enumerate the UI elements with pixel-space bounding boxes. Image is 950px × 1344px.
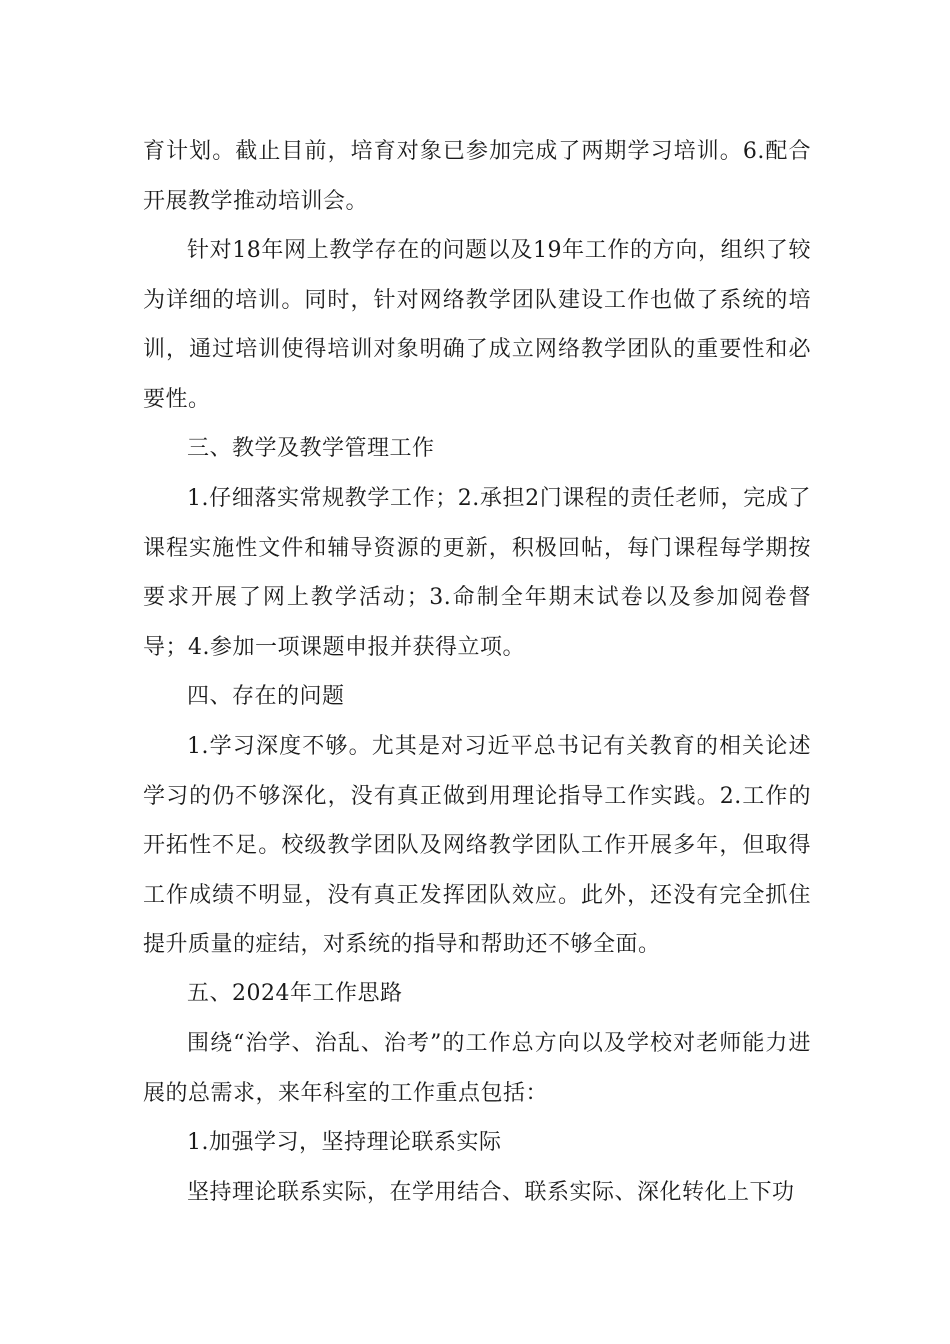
paragraph-continued-plan: 育计划。截止目前，培育对象已参加完成了两期学习培训。6.配合开展教学推动培训会。 bbox=[143, 139, 811, 214]
paragraph-training-summary: 针对18年网上教学存在的问题以及19年工作的方向，组织了较为详细的培训。同时，针对网络教学团队建设工作也做了系统的培训，通过培训使得培训对象明确了成立网络教学团队的重要性和必要性。 bbox=[143, 238, 811, 412]
section-heading-existing-problems: 四、存在的问题 bbox=[187, 684, 345, 709]
section-heading-teaching-management: 三、教学及教学管理工作 bbox=[187, 436, 435, 461]
paragraph-work-focus: 围绕“治学、治乱、治考”的工作总方向以及学校对老师能力进展的总需求，来年科室的工作重点包括： bbox=[143, 1031, 811, 1106]
paragraph-theory-practice: 坚持理论联系实际，在学用结合、联系实际、深化转化上下功 bbox=[187, 1180, 795, 1205]
subheading-strengthen-learning: 1.加强学习，坚持理论联系实际 bbox=[187, 1130, 502, 1155]
paragraph-teaching-work: 1.仔细落实常规教学工作；2.承担2门课程的责任老师，完成了课程实施性文件和辅导资源的更新，积极回帖，每门课程每学期按要求开展了网上教学活动；3.命制全年期末试卷以及参加阅卷督导；4.参加一项课题申报并获得立项。 bbox=[143, 486, 811, 660]
section-heading-work-plan: 五、2024年工作思路 bbox=[187, 981, 403, 1006]
paragraph-problems: 1.学习深度不够。尤其是对习近平总书记有关教育的相关论述学习的仍不够深化，没有真正做到用理论指导工作实践。2.工作的开拓性不足。校级教学团队及网络教学团队工作开展多年，但取得工作成绩不明显，没有真正发挥团队效应。此外，还没有完全抓住提升质量的症结，对系统的指导和帮助还不够全面。 bbox=[143, 734, 811, 957]
